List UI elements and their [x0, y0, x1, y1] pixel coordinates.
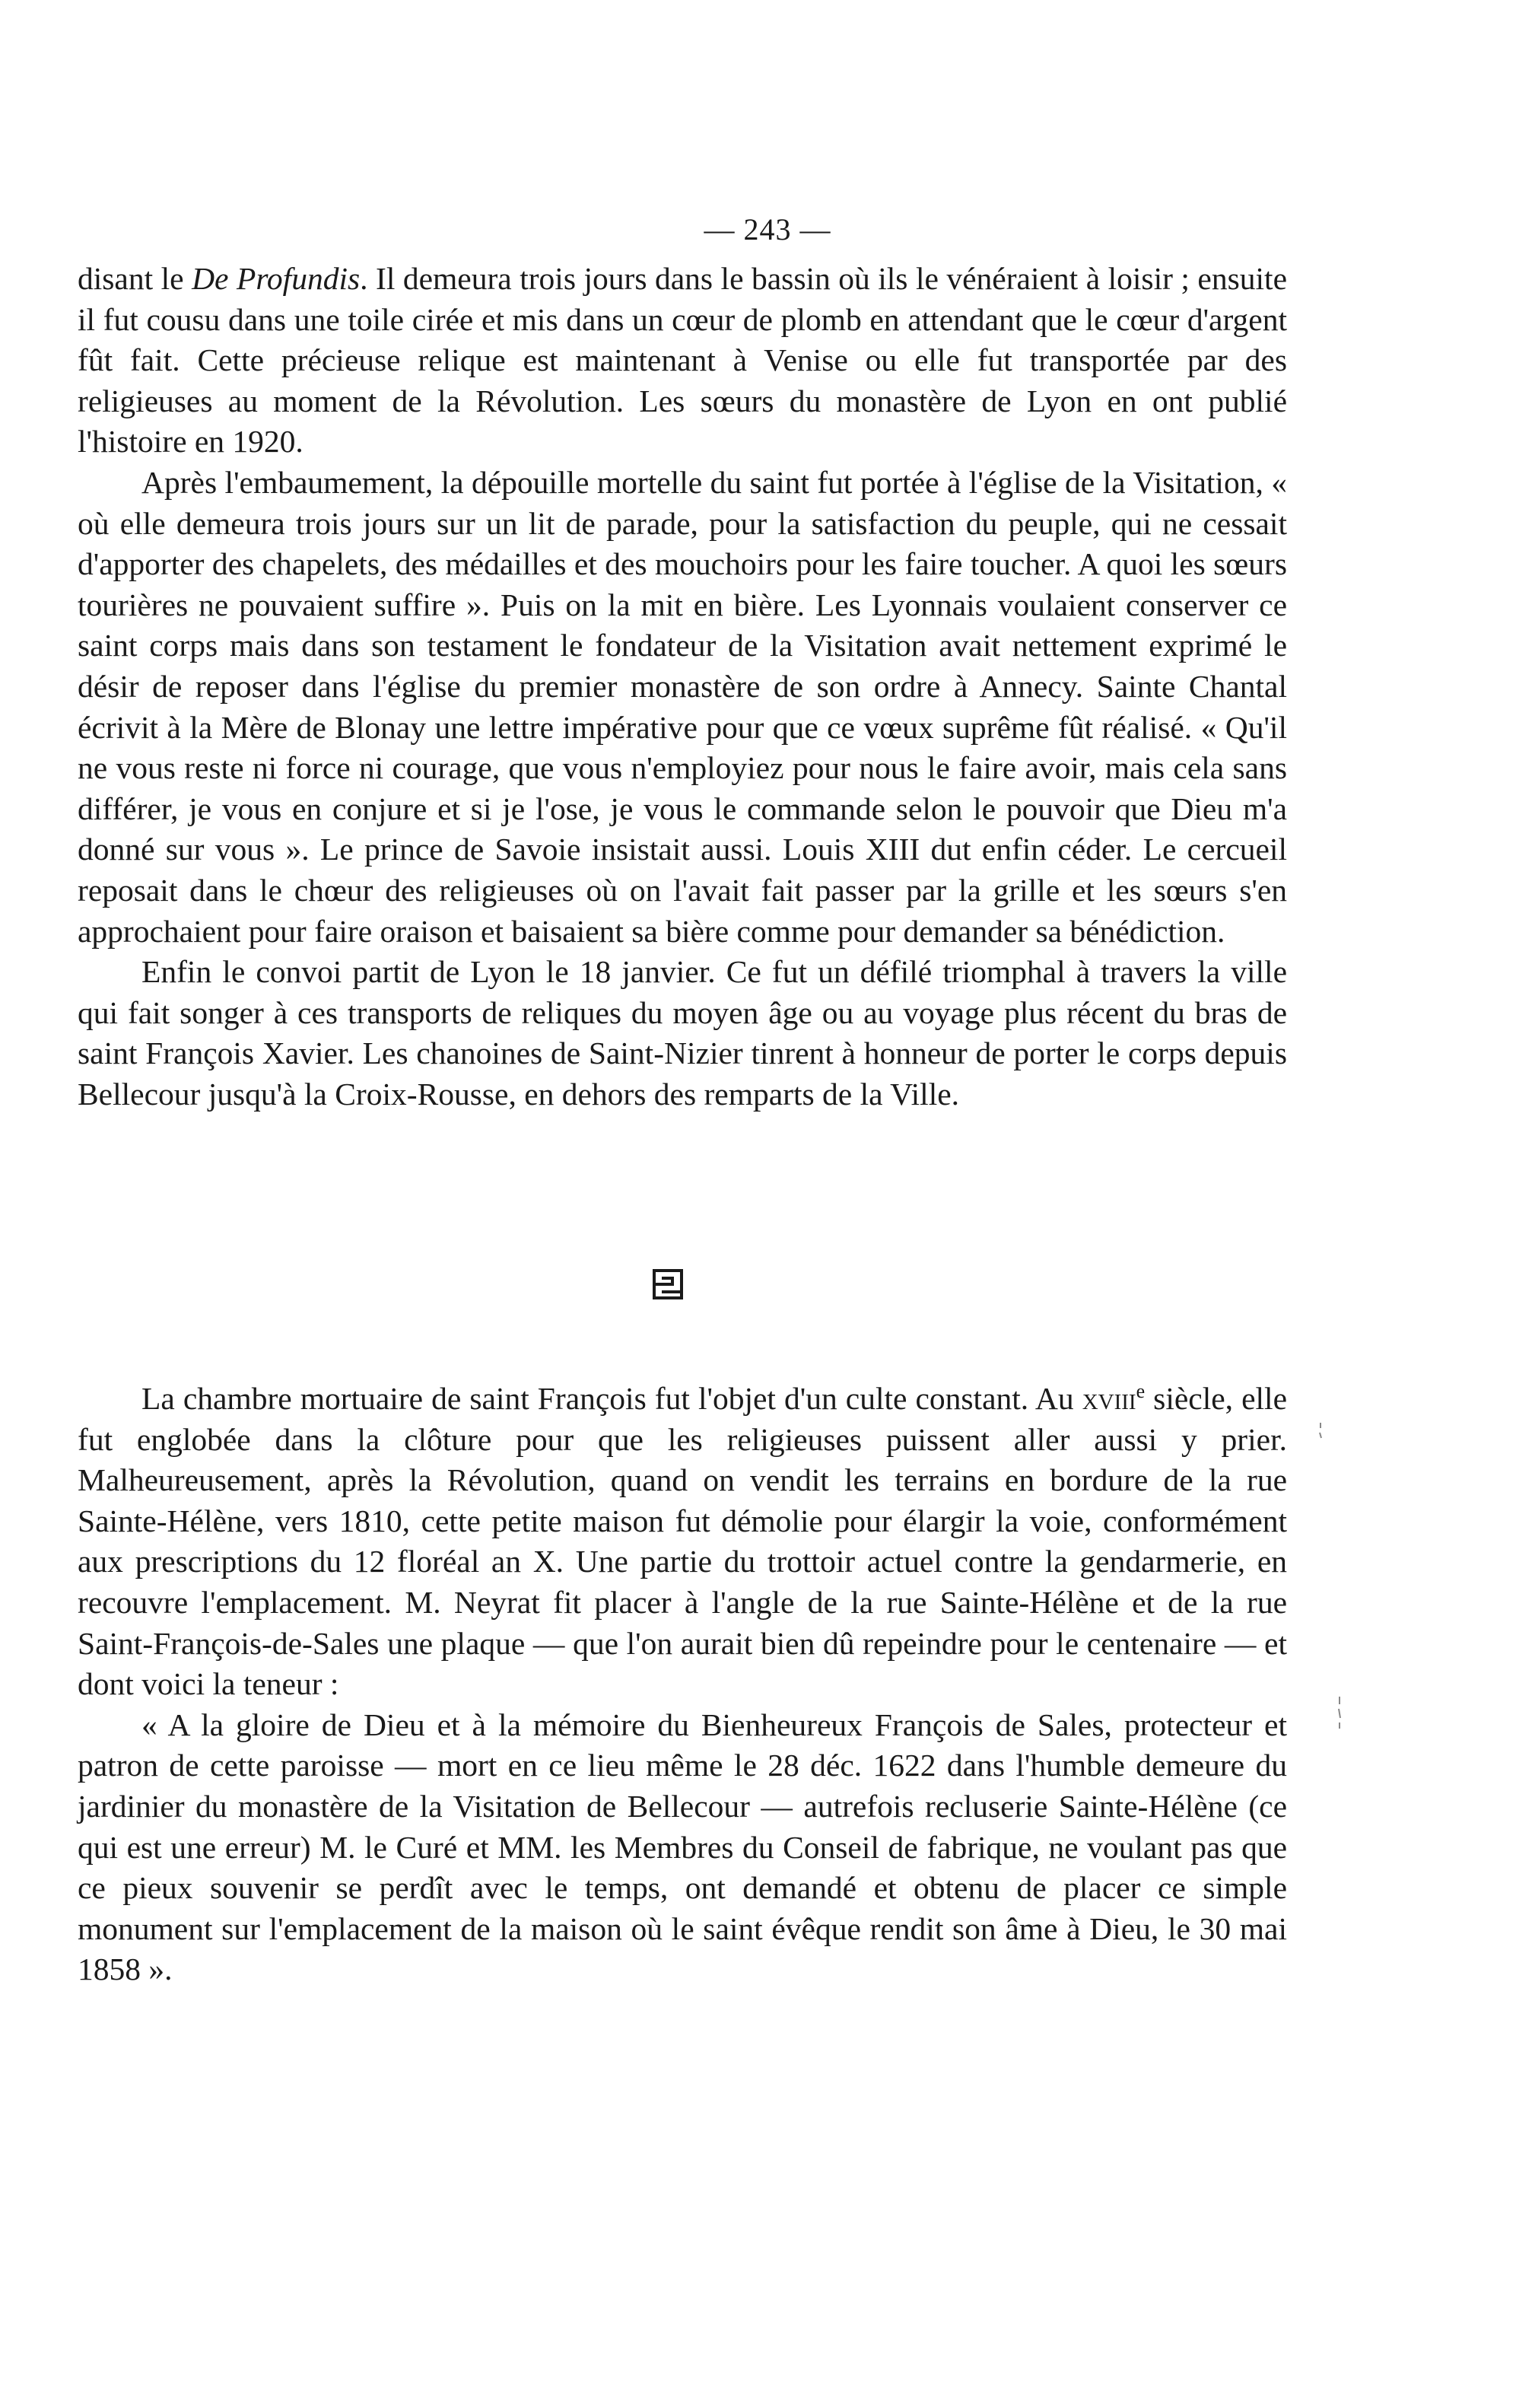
paragraph-5: « A la gloire de Dieu et à la mémoire du Bienheureux François de Sales, protecteur et patron de cette paroisse — mort en ce lieu même le 28 déc. 1622 dans l'humble demeure du jardinier du monastère de la Visitation de Bellecour — autrefois recluserie Sainte-Hélène (ce qui est une erreur) M. le Curé et MM. les Membres du Conseil de fabrique, ne voulant pas que ce pieux souvenir se perdît avec le temps, ont demandé et obtenu de placer ce simple monument sur l'emplacement de la maison où le saint évêque rendit son âme à Dieu, le 30 mai 1858 ». — [78, 1707, 1287, 1987]
century-numeral: xviii — [1082, 1381, 1136, 1416]
scan-speck — [1336, 1695, 1343, 1730]
italic-title: De Profundis — [192, 261, 361, 296]
paragraph-2: Après l'embaumement, la dépouille mortelle du saint fut portée à l'église de la Visitation, « où elle demeura trois jours sur un lit de parade, pour la satisfaction du peuple, qui ne cessait d'apporter des chapelets, des médailles et des mouchoirs pour les faire toucher. A quoi les sœurs tourières ne pouvaient suffire ». Puis on la mit en bière. Les Lyonnais voulaient conserver ce saint corps mais dans son testament le fondateur de la Visitation avait nettement exprimé le désir de reposer dans l'église du premier monastère de son ordre à Annecy. Sainte Chantal écrivit à la Mère de Blonay une lettre impérative pour que ce vœux suprême fût réalisé. « Qu'il ne vous reste ni force ni courage, que vous n'employiez pour nous le faire avoir, mais cela sans différer, je vous en conjure et si je l'ose, je vous le commande selon le pouvoir que Dieu m'a donné sur vous ». Le prince de Savoie insistait aussi. Louis XIII dut enfin céder. Le cercueil reposait dans le chœur des religieuses où on l'avait fait passer par la grille et les sœurs s'en approchaient pour faire oraison et baisaient sa bière comme pour demander sa bénédiction. — [78, 464, 1287, 949]
text-section-1 — [78, 259, 1287, 1115]
text-section-2 — [78, 1379, 1287, 1990]
paragraph-3: Enfin le convoi partit de Lyon le 18 janvier. Ce fut un défilé triomphal à travers la ville qui fait songer à ces transports de reliques du moyen âge ou au voyage plus récent du bras de saint François Xavier. Les chanoines de Saint-Nizier tinrent à honneur de porter le corps depuis Bellecour jusqu'à la Croix-Rousse, en dehors des remparts de la Ville. — [78, 954, 1287, 1112]
paragraph-4: La chambre mortuaire de saint François fut l'objet d'un culte constant. Au xviii$^e$ siècle, elle fut englobée dans la clôture pour que les religieuses puissent aller aussi y prier. Malheureusement, après la Révolution, quand on vendit les terrains en bordure de la rue Sainte-Hélène, vers 1810, cette petite maison fut démolie pour élargir la voie, conformément aux prescriptions du 12 floréal an X. Une partie du trottoir actuel contre la gendarmerie, en recouvre l'emplacement. M. Neyrat fit placer à l'angle de la rue Sainte-Hélène et de la rue Saint-François-de-Sales une plaque — que l'on aurait bien dû repeindre pour le centenaire — et dont voici la teneur : — [78, 1380, 1287, 1702]
fleuron-ornament-icon — [653, 1269, 683, 1299]
page-number: — 243 — — [704, 212, 831, 247]
paragraph-1: disant le De Profundis. Il demeura trois jours dans le bassin où ils le vénéraient à loisir ; ensuite il fut cousu dans une toile cirée et mis dans un cœur de plomb en attendant que le cœur d'argent fût fait. Cette précieuse relique est maintenant à Venise ou elle fut transportée par des religieuses au moment de la Révolution. Les sœurs du monastère de Lyon en ont publié l'histoire en 1920. — [78, 261, 1287, 460]
scan-speck — [1317, 1421, 1324, 1441]
